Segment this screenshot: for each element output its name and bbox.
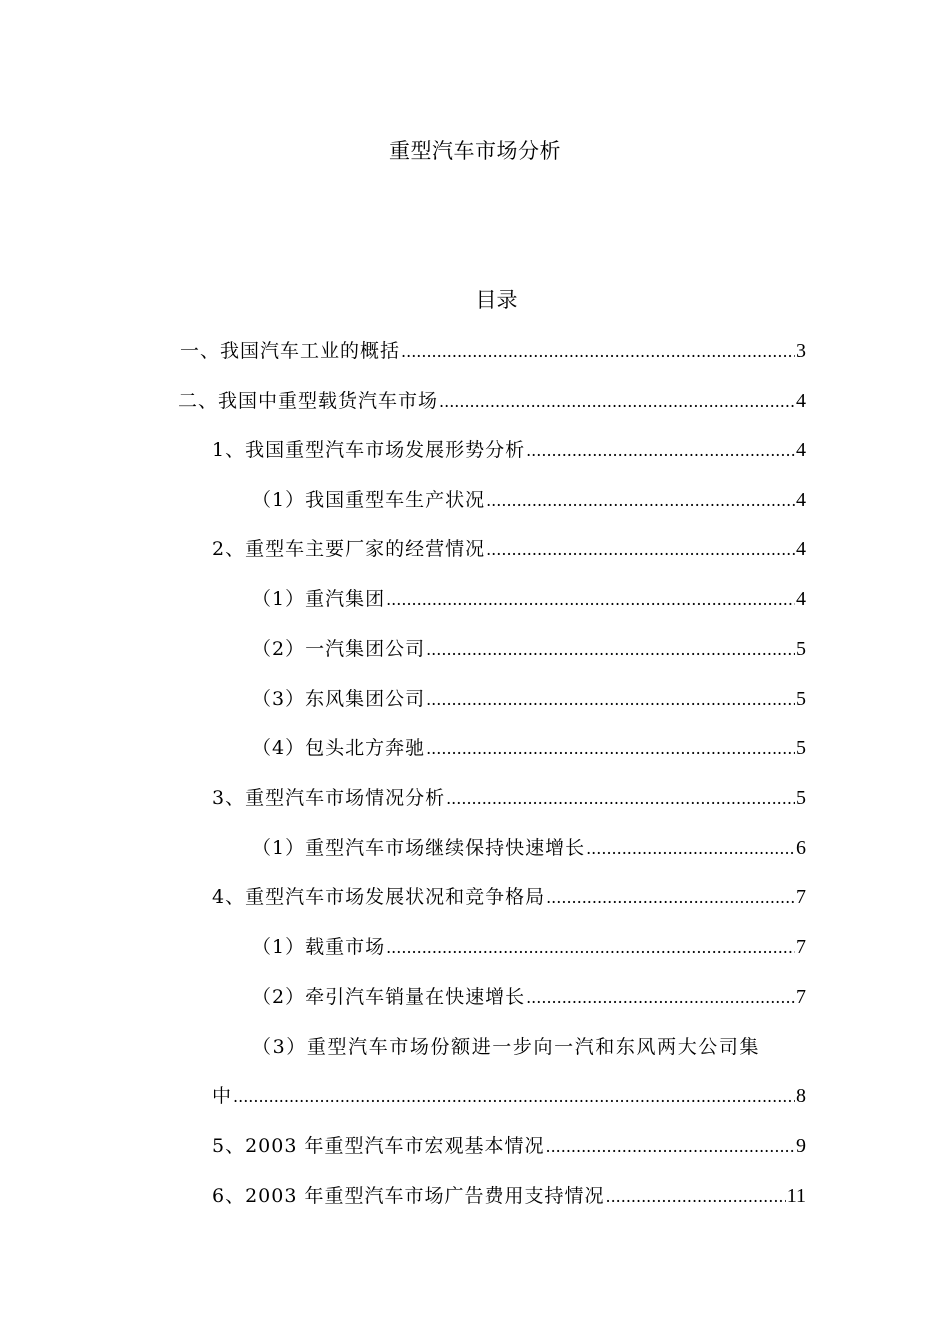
toc-leader-dots [426,685,795,715]
toc-entry-item[interactable] [252,485,806,515]
toc-leader-dots [426,635,795,665]
toc-leader-dots [446,784,795,814]
toc-entry-subsection-5[interactable] [212,1131,806,1161]
toc-leader-dots [605,1182,785,1212]
toc-entry-item[interactable] [252,932,806,962]
toc-leader-dots [486,486,795,516]
toc-leader-dots [426,734,795,764]
toc-entry-text: （2）牵引汽车销量在快速增长 [252,986,526,1008]
toc-page-number: 6 [796,837,806,859]
toc-entry-item[interactable] [252,584,806,614]
toc-leader-dots [526,983,795,1013]
toc-entry-text: 4、重型汽车市场发展状况和竞争格局 [212,886,546,908]
toc-leader-dots [386,933,795,963]
toc-entry-subsection-4[interactable] [212,882,806,912]
toc-page-number: 4 [796,538,806,560]
toc-leader-dots [546,883,795,913]
toc-page-number: 5 [796,737,806,759]
toc-page-number: 5 [796,638,806,660]
toc-page-number: 4 [796,489,806,511]
toc-leader-dots [439,387,795,417]
toc-page-number: 5 [796,787,806,809]
toc-entry-item[interactable] [252,684,806,714]
toc-page-number: 9 [796,1135,806,1157]
toc-entry-item[interactable] [252,982,806,1012]
toc-heading: 目录 [475,288,518,312]
toc-entry-text: （2）一汽集团公司 [252,638,426,660]
toc-entry-subsection-1[interactable] [212,435,806,465]
toc-entry-text: （3）东风集团公司 [252,688,426,710]
toc-entry-text: 二、我国中重型载货汽车市场 [178,390,439,412]
toc-leader-dots [401,337,795,367]
toc-entry-text: 6、2003 年重型汽车市场广告费用支持情况 [212,1185,605,1207]
toc-leader-dots [586,834,795,864]
toc-entry-text: （1）我国重型车生产状况 [252,489,486,511]
toc-entry-subsection-6[interactable] [212,1181,806,1211]
toc-entry-text: 一、我国汽车工业的概括 [180,340,401,362]
toc-page-number: 7 [796,936,806,958]
toc-entry-text: 2、重型车主要厂家的经营情况 [212,538,486,560]
toc-page-number: 7 [796,986,806,1008]
toc-entry-text: （4）包头北方奔驰 [252,737,426,759]
toc-entry-item[interactable] [252,733,806,763]
toc-page-number: 8 [796,1085,806,1107]
toc-leader-dots [233,1082,795,1112]
toc-leader-dots [545,1132,795,1162]
toc-leader-dots [486,535,795,565]
toc-entry-section-2[interactable] [178,386,806,416]
toc-entry-text: 3、重型汽车市场情况分析 [212,787,446,809]
toc-entry-subsection-3[interactable] [212,783,806,813]
toc-page-number: 11 [786,1185,806,1207]
document-title: 重型汽车市场分析 [389,139,561,163]
toc-leader-dots [386,585,795,615]
toc-page-number: 4 [796,390,806,412]
toc-entry-wrapped-text[interactable]: （3）重型汽车市场份额进一步向一汽和东风两大公司集 [252,1036,761,1058]
toc-entry-item-wrapped-end[interactable] [212,1081,806,1111]
toc-entry-text: （1）载重市场 [252,936,386,958]
toc-page-number: 4 [796,439,806,461]
toc-entry-subsection-2[interactable] [212,534,806,564]
toc-page-number: 3 [796,340,806,362]
toc-page-number: 5 [796,688,806,710]
toc-entry-text: 中 [212,1085,233,1107]
toc-entry-text: 5、2003 年重型汽车市宏观基本情况 [212,1135,545,1157]
toc-entry-text: 1、我国重型汽车市场发展形势分析 [212,439,526,461]
toc-entry-item[interactable] [252,634,806,664]
toc-entry-item[interactable] [252,833,806,863]
toc-entry-text: （1）重汽集团 [252,588,386,610]
toc-page-number: 7 [796,886,806,908]
toc-entry-section-1[interactable] [180,336,806,366]
toc-page-number: 4 [796,588,806,610]
toc-leader-dots [526,436,795,466]
toc-entry-text: （1）重型汽车市场继续保持快速增长 [252,837,586,859]
